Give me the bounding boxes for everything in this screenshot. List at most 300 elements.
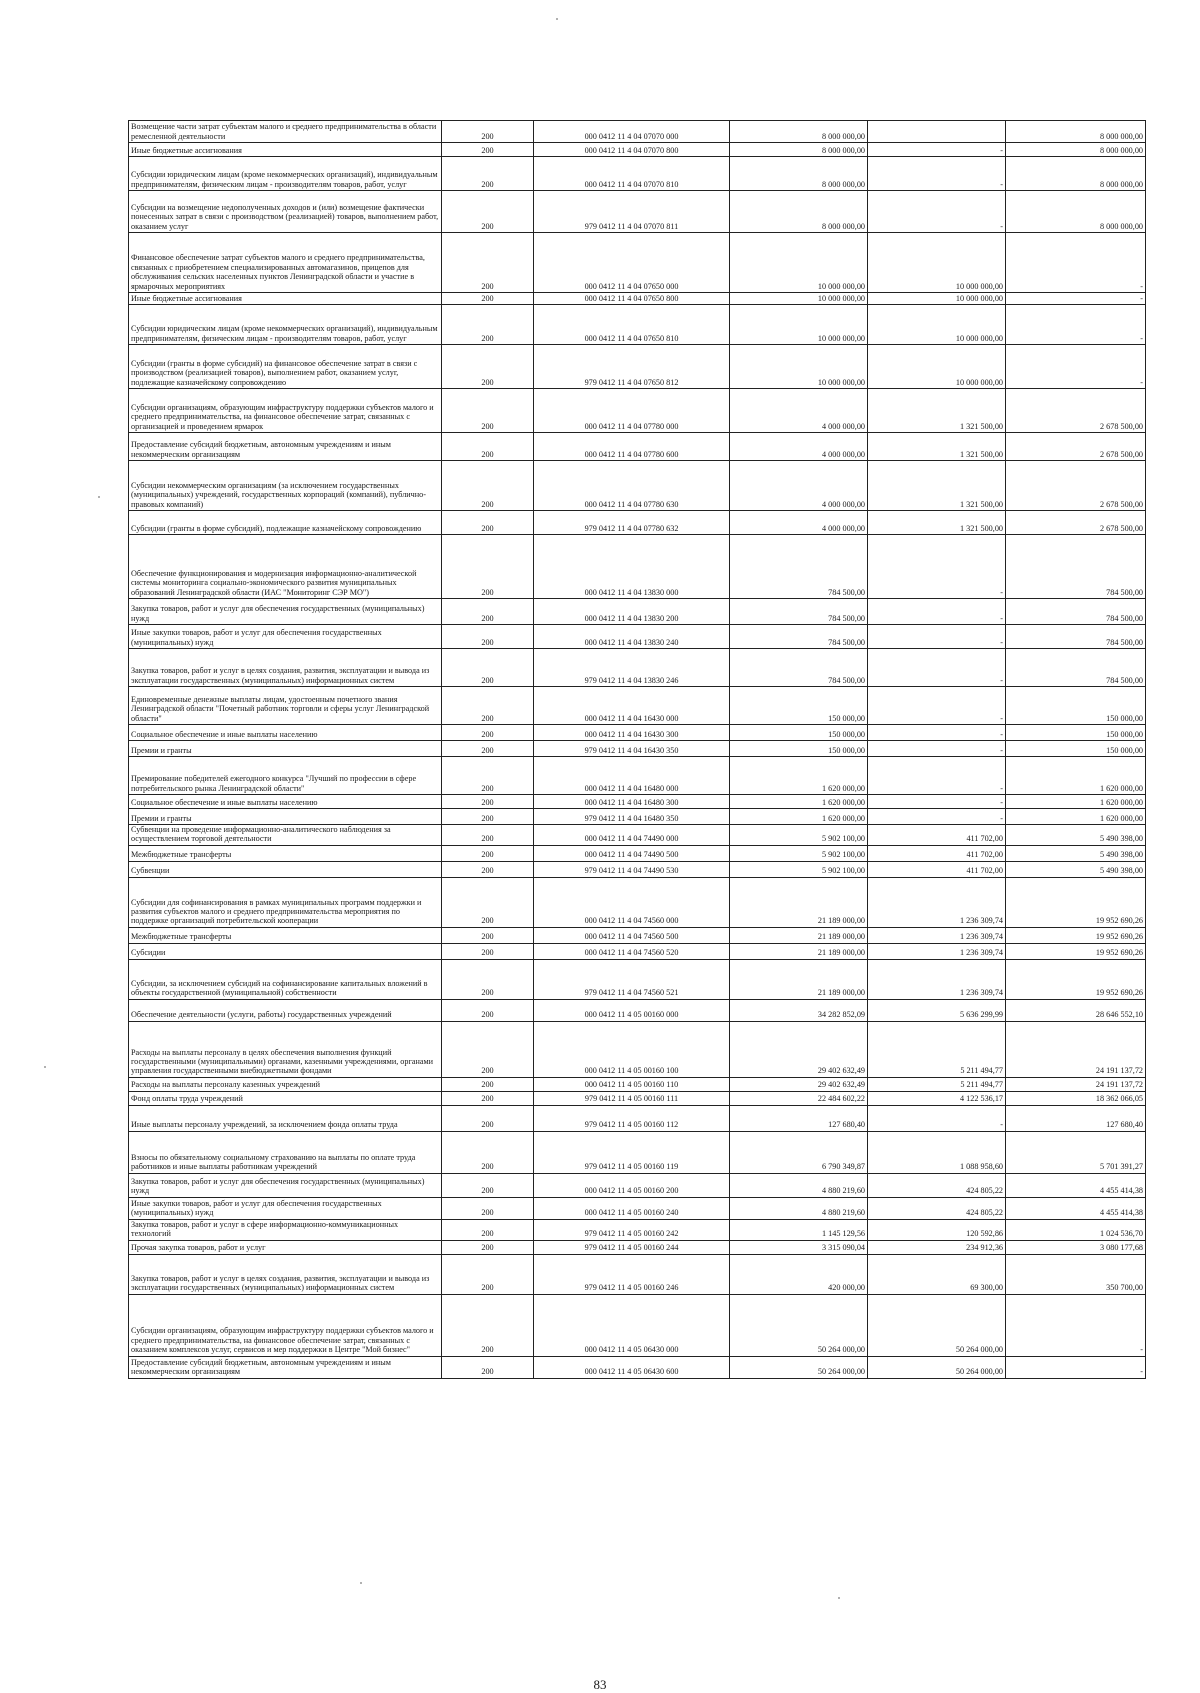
row-approved-amount-cell: 150 000,00 xyxy=(730,725,868,741)
row-unexecuted-amount-cell: 24 191 137,72 xyxy=(1006,1021,1146,1077)
row-unexecuted-amount-cell: 127 680,40 xyxy=(1006,1105,1146,1131)
table-row xyxy=(129,433,1146,461)
row-name-cell: Взносы по обязательному социальному страхованию на выплаты по оплате труда работников и иные выплаты работникам учреждений xyxy=(129,1131,442,1173)
row-unexecuted-amount-cell: 3 080 177,68 xyxy=(1006,1240,1146,1254)
row-executed-amount-cell: - xyxy=(868,143,1006,157)
table-row xyxy=(129,389,1146,433)
row-classification-code-cell: 979 0412 11 4 04 16430 350 xyxy=(534,741,730,757)
row-unexecuted-amount-cell: - xyxy=(1006,345,1146,389)
row-classification-code-cell: 000 0412 11 4 04 07650 810 xyxy=(534,305,730,345)
row-code-cell: 200 xyxy=(442,233,534,293)
row-classification-code-cell: 000 0412 11 4 04 07070 800 xyxy=(534,143,730,157)
row-approved-amount-cell: 8 000 000,00 xyxy=(730,143,868,157)
row-approved-amount-cell: 50 264 000,00 xyxy=(730,1294,868,1356)
row-executed-amount-cell: - xyxy=(868,649,1006,687)
table-row xyxy=(129,1356,1146,1378)
row-approved-amount-cell: 10 000 000,00 xyxy=(730,305,868,345)
row-executed-amount-cell: - xyxy=(868,157,1006,191)
table-row xyxy=(129,1091,1146,1105)
row-name-cell: Закупка товаров, работ и услуг в сфере информационно-коммуникационных технологий xyxy=(129,1219,442,1240)
table-row xyxy=(129,959,1146,999)
row-approved-amount-cell: 5 902 100,00 xyxy=(730,861,868,877)
table-row xyxy=(129,1240,1146,1254)
row-executed-amount-cell: - xyxy=(868,741,1006,757)
row-executed-amount-cell: - xyxy=(868,599,1006,625)
row-approved-amount-cell: 420 000,00 xyxy=(730,1254,868,1294)
row-code-cell: 200 xyxy=(442,725,534,741)
row-name-cell: Межбюджетные трансферты xyxy=(129,927,442,943)
row-name-cell: Субсидии организациям, образующим инфраструктуру поддержки субъектов малого и среднего предпринимательства, на финансовое обеспечение затрат, связанных с оказанием комплексов услуг, сервисов и мер поддержки в Центре "Мой бизнес" xyxy=(129,1294,442,1356)
row-unexecuted-amount-cell: 8 000 000,00 xyxy=(1006,121,1146,143)
row-classification-code-cell: 979 0412 11 4 05 00160 111 xyxy=(534,1091,730,1105)
row-code-cell: 200 xyxy=(442,121,534,143)
row-name-cell: Субсидии на возмещение недополученных доходов и (или) возмещение фактически понесенных затрат в связи с производством (реализацией) товаров, выполнением работ, оказанием услуг xyxy=(129,191,442,233)
row-executed-amount-cell: 5 211 494,77 xyxy=(868,1021,1006,1077)
table-row xyxy=(129,809,1146,825)
table-row xyxy=(129,927,1146,943)
row-unexecuted-amount-cell: 8 000 000,00 xyxy=(1006,191,1146,233)
table-row xyxy=(129,143,1146,157)
table-row xyxy=(129,757,1146,795)
row-approved-amount-cell: 29 402 632,49 xyxy=(730,1021,868,1077)
row-code-cell: 200 xyxy=(442,1091,534,1105)
row-unexecuted-amount-cell: - xyxy=(1006,233,1146,293)
row-classification-code-cell: 000 0412 11 4 04 13830 000 xyxy=(534,535,730,599)
row-code-cell: 200 xyxy=(442,687,534,725)
row-approved-amount-cell: 22 484 602,22 xyxy=(730,1091,868,1105)
table-row xyxy=(129,861,1146,877)
row-executed-amount-cell: 10 000 000,00 xyxy=(868,293,1006,305)
row-classification-code-cell: 979 0412 11 4 05 00160 112 xyxy=(534,1105,730,1131)
row-code-cell: 200 xyxy=(442,345,534,389)
row-unexecuted-amount-cell: 4 455 414,38 xyxy=(1006,1197,1146,1219)
row-unexecuted-amount-cell: 2 678 500,00 xyxy=(1006,511,1146,535)
row-unexecuted-amount-cell: 19 952 690,26 xyxy=(1006,943,1146,959)
row-approved-amount-cell: 3 315 090,04 xyxy=(730,1240,868,1254)
row-unexecuted-amount-cell: 150 000,00 xyxy=(1006,741,1146,757)
table-row xyxy=(129,825,1146,846)
row-classification-code-cell: 000 0412 11 4 04 07070 810 xyxy=(534,157,730,191)
row-executed-amount-cell: 4 122 536,17 xyxy=(868,1091,1006,1105)
row-code-cell: 200 xyxy=(442,927,534,943)
row-unexecuted-amount-cell: - xyxy=(1006,305,1146,345)
row-unexecuted-amount-cell: 1 024 536,70 xyxy=(1006,1219,1146,1240)
row-code-cell: 200 xyxy=(442,1105,534,1131)
row-unexecuted-amount-cell: 350 700,00 xyxy=(1006,1254,1146,1294)
row-approved-amount-cell: 784 500,00 xyxy=(730,649,868,687)
row-unexecuted-amount-cell: 8 000 000,00 xyxy=(1006,143,1146,157)
row-name-cell: Иные закупки товаров, работ и услуг для обеспечения государственных (муниципальных) нужд xyxy=(129,625,442,649)
row-approved-amount-cell: 8 000 000,00 xyxy=(730,121,868,143)
row-code-cell: 200 xyxy=(442,1021,534,1077)
row-classification-code-cell: 979 0412 11 4 05 00160 242 xyxy=(534,1219,730,1240)
row-code-cell: 200 xyxy=(442,1219,534,1240)
row-classification-code-cell: 000 0412 11 4 04 16430 000 xyxy=(534,687,730,725)
row-executed-amount-cell: 50 264 000,00 xyxy=(868,1294,1006,1356)
row-code-cell: 200 xyxy=(442,845,534,861)
row-classification-code-cell: 000 0412 11 4 04 13830 240 xyxy=(534,625,730,649)
row-approved-amount-cell: 5 902 100,00 xyxy=(730,845,868,861)
row-executed-amount-cell: 1 236 309,74 xyxy=(868,959,1006,999)
row-executed-amount-cell: 1 236 309,74 xyxy=(868,943,1006,959)
row-name-cell: Субсидии для софинансирования в рамках муниципальных программ поддержки и развития субъектов малого и среднего предпринимательства мероприятия по поддержке организаций потребительской кооперации xyxy=(129,877,442,927)
row-unexecuted-amount-cell: 2 678 500,00 xyxy=(1006,389,1146,433)
row-unexecuted-amount-cell: 18 362 066,05 xyxy=(1006,1091,1146,1105)
table-row xyxy=(129,233,1146,293)
row-code-cell: 200 xyxy=(442,741,534,757)
row-unexecuted-amount-cell: 2 678 500,00 xyxy=(1006,461,1146,511)
row-code-cell: 200 xyxy=(442,1197,534,1219)
row-name-cell: Расходы на выплаты персоналу в целях обеспечения выполнения функций государственными (муниципальными) органами, казенными учреждениями, органами управления государственными внебюджетными фондами xyxy=(129,1021,442,1077)
row-code-cell: 200 xyxy=(442,625,534,649)
row-unexecuted-amount-cell: 2 678 500,00 xyxy=(1006,433,1146,461)
row-classification-code-cell: 000 0412 11 4 04 74560 000 xyxy=(534,877,730,927)
table-row xyxy=(129,345,1146,389)
row-executed-amount-cell: 411 702,00 xyxy=(868,861,1006,877)
row-executed-amount-cell: 120 592,86 xyxy=(868,1219,1006,1240)
table-row xyxy=(129,725,1146,741)
row-code-cell: 200 xyxy=(442,959,534,999)
row-classification-code-cell: 979 0412 11 4 04 13830 246 xyxy=(534,649,730,687)
row-executed-amount-cell: 1 321 500,00 xyxy=(868,511,1006,535)
row-classification-code-cell: 000 0412 11 4 04 74490 000 xyxy=(534,825,730,846)
row-classification-code-cell: 000 0412 11 4 05 06430 000 xyxy=(534,1294,730,1356)
row-code-cell: 200 xyxy=(442,1294,534,1356)
row-executed-amount-cell: - xyxy=(868,191,1006,233)
row-approved-amount-cell: 50 264 000,00 xyxy=(730,1356,868,1378)
scan-speck xyxy=(556,18,558,20)
row-name-cell: Иные бюджетные ассигнования xyxy=(129,143,442,157)
row-executed-amount-cell: 69 300,00 xyxy=(868,1254,1006,1294)
row-name-cell: Иные бюджетные ассигнования xyxy=(129,293,442,305)
row-approved-amount-cell: 8 000 000,00 xyxy=(730,157,868,191)
row-name-cell: Закупка товаров, работ и услуг в целях создания, развития, эксплуатации и вывода из эксплуатации государственных (муниципальных) информационных систем xyxy=(129,1254,442,1294)
row-approved-amount-cell: 10 000 000,00 xyxy=(730,293,868,305)
row-executed-amount-cell: - xyxy=(868,809,1006,825)
row-name-cell: Субсидии (гранты в форме субсидий) на финансовое обеспечение затрат в связи с производством (реализацией товаров), выполнением работ, оказанием услуг, подлежащие казначейскому сопровождению xyxy=(129,345,442,389)
row-name-cell: Финансовое обеспечение затрат субъектов малого и среднего предпринимательства, связанных с приобретением специализированных автомагазинов, прицепов для обслуживания сельских населенных пунктов Ленинградской области и участие в ярмарочных мероприятиях xyxy=(129,233,442,293)
row-classification-code-cell: 000 0412 11 4 04 74560 520 xyxy=(534,943,730,959)
row-unexecuted-amount-cell: 19 952 690,26 xyxy=(1006,877,1146,927)
row-approved-amount-cell: 784 500,00 xyxy=(730,535,868,599)
row-executed-amount-cell xyxy=(868,121,1006,143)
row-code-cell: 200 xyxy=(442,757,534,795)
row-name-cell: Субсидии организациям, образующим инфраструктуру поддержки субъектов малого и среднего предпринимательства, на финансовое обеспечение затрат, связанных с организацией и проведением ярмарок xyxy=(129,389,442,433)
row-name-cell: Предоставление субсидий бюджетным, автономным учреждениям и иным некоммерческим организациям xyxy=(129,1356,442,1378)
row-approved-amount-cell: 10 000 000,00 xyxy=(730,233,868,293)
row-classification-code-cell: 000 0412 11 4 04 74490 500 xyxy=(534,845,730,861)
row-approved-amount-cell: 4 000 000,00 xyxy=(730,433,868,461)
table-row xyxy=(129,741,1146,757)
row-unexecuted-amount-cell: 19 952 690,26 xyxy=(1006,959,1146,999)
row-classification-code-cell: 000 0412 11 4 04 07780 630 xyxy=(534,461,730,511)
row-code-cell: 200 xyxy=(442,649,534,687)
row-executed-amount-cell: 10 000 000,00 xyxy=(868,305,1006,345)
row-approved-amount-cell: 4 000 000,00 xyxy=(730,461,868,511)
row-code-cell: 200 xyxy=(442,943,534,959)
row-unexecuted-amount-cell: - xyxy=(1006,1356,1146,1378)
row-unexecuted-amount-cell: 5 701 391,27 xyxy=(1006,1131,1146,1173)
table-row xyxy=(129,943,1146,959)
table-row xyxy=(129,1197,1146,1219)
row-code-cell: 200 xyxy=(442,1254,534,1294)
row-name-cell: Социальное обеспечение и иные выплаты населению xyxy=(129,795,442,809)
table-row xyxy=(129,1021,1146,1077)
row-approved-amount-cell: 784 500,00 xyxy=(730,625,868,649)
scan-speck xyxy=(360,1582,362,1584)
row-executed-amount-cell: - xyxy=(868,725,1006,741)
row-name-cell: Иные закупки товаров, работ и услуг для обеспечения государственных (муниципальных) нужд xyxy=(129,1197,442,1219)
row-unexecuted-amount-cell: 150 000,00 xyxy=(1006,725,1146,741)
table-row xyxy=(129,461,1146,511)
row-executed-amount-cell: 1 236 309,74 xyxy=(868,927,1006,943)
row-code-cell: 200 xyxy=(442,1240,534,1254)
row-name-cell: Обеспечение функционирования и модернизация информационно-аналитической системы мониторинга социально-экономического развития муниципальных образований Ленинградской области (ИАС "Мониторинг СЭР МО") xyxy=(129,535,442,599)
row-executed-amount-cell: 5 211 494,77 xyxy=(868,1077,1006,1091)
row-name-cell: Субсидии юридическим лицам (кроме некоммерческих организаций), индивидуальным предпринимателям, физическим лицам - производителям товаров, работ, услуг xyxy=(129,305,442,345)
row-name-cell: Единовременные денежные выплаты лицам, удостоенным почетного звания Ленинградской области "Почетный работник торговли и сферы услуг Ленинградской области" xyxy=(129,687,442,725)
row-code-cell: 200 xyxy=(442,389,534,433)
row-approved-amount-cell: 8 000 000,00 xyxy=(730,191,868,233)
row-name-cell: Субсидии, за исключением субсидий на софинансирование капитальных вложений в объекты государственной (муниципальной) собственности xyxy=(129,959,442,999)
row-unexecuted-amount-cell: 5 490 398,00 xyxy=(1006,845,1146,861)
table-row xyxy=(129,1077,1146,1091)
row-name-cell: Премии и гранты xyxy=(129,741,442,757)
row-approved-amount-cell: 1 620 000,00 xyxy=(730,809,868,825)
row-unexecuted-amount-cell: 784 500,00 xyxy=(1006,649,1146,687)
row-executed-amount-cell: 1 321 500,00 xyxy=(868,433,1006,461)
row-classification-code-cell: 000 0412 11 4 04 16480 300 xyxy=(534,795,730,809)
row-approved-amount-cell: 21 189 000,00 xyxy=(730,943,868,959)
row-name-cell: Субсидии (гранты в форме субсидий), подлежащие казначейскому сопровождению xyxy=(129,511,442,535)
table-row xyxy=(129,157,1146,191)
row-code-cell: 200 xyxy=(442,599,534,625)
row-code-cell: 200 xyxy=(442,191,534,233)
row-classification-code-cell: 000 0412 11 4 04 07070 000 xyxy=(534,121,730,143)
row-classification-code-cell: 979 0412 11 4 04 07780 632 xyxy=(534,511,730,535)
row-executed-amount-cell: - xyxy=(868,535,1006,599)
row-code-cell: 200 xyxy=(442,1131,534,1173)
scan-speck xyxy=(44,1066,46,1068)
table-row xyxy=(129,1173,1146,1197)
row-name-cell: Прочая закупка товаров, работ и услуг xyxy=(129,1240,442,1254)
row-executed-amount-cell: - xyxy=(868,1105,1006,1131)
row-name-cell: Социальное обеспечение и иные выплаты населению xyxy=(129,725,442,741)
row-classification-code-cell: 000 0412 11 4 05 00160 100 xyxy=(534,1021,730,1077)
row-classification-code-cell: 000 0412 11 4 05 00160 200 xyxy=(534,1173,730,1197)
row-code-cell: 200 xyxy=(442,535,534,599)
row-code-cell: 200 xyxy=(442,157,534,191)
row-classification-code-cell: 000 0412 11 4 05 00160 000 xyxy=(534,999,730,1021)
row-classification-code-cell: 000 0412 11 4 05 00160 240 xyxy=(534,1197,730,1219)
row-unexecuted-amount-cell: 150 000,00 xyxy=(1006,687,1146,725)
row-executed-amount-cell: 5 636 299,99 xyxy=(868,999,1006,1021)
row-name-cell: Закупка товаров, работ и услуг для обеспечения государственных (муниципальных) нужд xyxy=(129,599,442,625)
row-name-cell: Субсидии xyxy=(129,943,442,959)
budget-execution-table xyxy=(128,120,1146,1379)
row-approved-amount-cell: 10 000 000,00 xyxy=(730,345,868,389)
row-unexecuted-amount-cell: 24 191 137,72 xyxy=(1006,1077,1146,1091)
row-executed-amount-cell: - xyxy=(868,757,1006,795)
row-code-cell: 200 xyxy=(442,877,534,927)
row-approved-amount-cell: 4 000 000,00 xyxy=(730,389,868,433)
row-code-cell: 200 xyxy=(442,461,534,511)
row-classification-code-cell: 000 0412 11 4 04 07650 800 xyxy=(534,293,730,305)
row-executed-amount-cell: 424 805,22 xyxy=(868,1197,1006,1219)
table-row xyxy=(129,1131,1146,1173)
table-row xyxy=(129,625,1146,649)
row-code-cell: 200 xyxy=(442,999,534,1021)
row-executed-amount-cell: - xyxy=(868,687,1006,725)
table-row xyxy=(129,305,1146,345)
row-unexecuted-amount-cell: 1 620 000,00 xyxy=(1006,757,1146,795)
row-executed-amount-cell: 411 702,00 xyxy=(868,825,1006,846)
row-executed-amount-cell: 1 321 500,00 xyxy=(868,389,1006,433)
table-body xyxy=(129,121,1146,1379)
table-row xyxy=(129,795,1146,809)
row-code-cell: 200 xyxy=(442,511,534,535)
row-code-cell: 200 xyxy=(442,1077,534,1091)
row-approved-amount-cell: 6 790 349,87 xyxy=(730,1131,868,1173)
row-classification-code-cell: 000 0412 11 4 04 07650 000 xyxy=(534,233,730,293)
scan-speck xyxy=(98,496,100,498)
row-name-cell: Закупка товаров, работ и услуг в целях создания, развития, эксплуатации и вывода из эксплуатации государственных (муниципальных) информационных систем xyxy=(129,649,442,687)
row-executed-amount-cell: 10 000 000,00 xyxy=(868,345,1006,389)
table-row xyxy=(129,511,1146,535)
row-code-cell: 200 xyxy=(442,293,534,305)
row-name-cell: Субвенции на проведение информационно-аналитического наблюдения за осуществлением торговой деятельности xyxy=(129,825,442,846)
row-unexecuted-amount-cell: 784 500,00 xyxy=(1006,625,1146,649)
row-approved-amount-cell: 34 282 852,09 xyxy=(730,999,868,1021)
row-executed-amount-cell: - xyxy=(868,625,1006,649)
row-classification-code-cell: 979 0412 11 4 04 74560 521 xyxy=(534,959,730,999)
row-unexecuted-amount-cell: 8 000 000,00 xyxy=(1006,157,1146,191)
table-row xyxy=(129,293,1146,305)
row-executed-amount-cell: 1 236 309,74 xyxy=(868,877,1006,927)
row-code-cell: 200 xyxy=(442,1356,534,1378)
table-row xyxy=(129,599,1146,625)
row-name-cell: Субвенции xyxy=(129,861,442,877)
row-classification-code-cell: 979 0412 11 4 04 74490 530 xyxy=(534,861,730,877)
row-approved-amount-cell: 1 620 000,00 xyxy=(730,757,868,795)
row-classification-code-cell: 000 0412 11 4 04 07780 000 xyxy=(534,389,730,433)
row-code-cell: 200 xyxy=(442,305,534,345)
row-name-cell: Закупка товаров, работ и услуг для обеспечения государственных (муниципальных) нужд xyxy=(129,1173,442,1197)
row-unexecuted-amount-cell: 1 620 000,00 xyxy=(1006,795,1146,809)
row-code-cell: 200 xyxy=(442,825,534,846)
table-row xyxy=(129,1105,1146,1131)
row-name-cell: Премии и гранты xyxy=(129,809,442,825)
row-name-cell: Субсидии некоммерческим организациям (за исключением государственных (муниципальных) учреждений, государственных корпораций (компаний), публично-правовых компаний) xyxy=(129,461,442,511)
row-classification-code-cell: 979 0412 11 4 04 07650 812 xyxy=(534,345,730,389)
row-name-cell: Расходы на выплаты персоналу казенных учреждений xyxy=(129,1077,442,1091)
row-name-cell: Премирование победителей ежегодного конкурса "Лучший по профессии в сфере потребительского рынка Ленинградской области" xyxy=(129,757,442,795)
row-approved-amount-cell: 127 680,40 xyxy=(730,1105,868,1131)
row-unexecuted-amount-cell: 1 620 000,00 xyxy=(1006,809,1146,825)
row-name-cell: Обеспечение деятельности (услуги, работы) государственных учреждений xyxy=(129,999,442,1021)
row-classification-code-cell: 000 0412 11 4 04 74560 500 xyxy=(534,927,730,943)
row-name-cell: Фонд оплаты труда учреждений xyxy=(129,1091,442,1105)
table-row xyxy=(129,121,1146,143)
row-classification-code-cell: 000 0412 11 4 05 00160 110 xyxy=(534,1077,730,1091)
table-row xyxy=(129,877,1146,927)
row-name-cell: Предоставление субсидий бюджетным, автономным учреждениям и иным некоммерческим организациям xyxy=(129,433,442,461)
row-approved-amount-cell: 4 000 000,00 xyxy=(730,511,868,535)
row-approved-amount-cell: 4 880 219,60 xyxy=(730,1197,868,1219)
row-approved-amount-cell: 4 880 219,60 xyxy=(730,1173,868,1197)
row-name-cell: Иные выплаты персоналу учреждений, за исключением фонда оплаты труда xyxy=(129,1105,442,1131)
row-unexecuted-amount-cell: 784 500,00 xyxy=(1006,599,1146,625)
row-unexecuted-amount-cell: - xyxy=(1006,1294,1146,1356)
row-executed-amount-cell: 50 264 000,00 xyxy=(868,1356,1006,1378)
table-row xyxy=(129,191,1146,233)
row-approved-amount-cell: 1 145 129,56 xyxy=(730,1219,868,1240)
row-name-cell: Возмещение части затрат субъектам малого и среднего предпринимательства в области ремесленной деятельности xyxy=(129,121,442,143)
row-unexecuted-amount-cell: - xyxy=(1006,293,1146,305)
row-approved-amount-cell: 150 000,00 xyxy=(730,687,868,725)
row-classification-code-cell: 000 0412 11 4 04 16480 000 xyxy=(534,757,730,795)
row-code-cell: 200 xyxy=(442,143,534,157)
row-executed-amount-cell: 1 321 500,00 xyxy=(868,461,1006,511)
row-unexecuted-amount-cell: 4 455 414,38 xyxy=(1006,1173,1146,1197)
row-code-cell: 200 xyxy=(442,433,534,461)
row-approved-amount-cell: 21 189 000,00 xyxy=(730,877,868,927)
row-executed-amount-cell: 411 702,00 xyxy=(868,845,1006,861)
table-row xyxy=(129,1294,1146,1356)
table-row xyxy=(129,999,1146,1021)
table-row xyxy=(129,535,1146,599)
row-classification-code-cell: 000 0412 11 4 04 13830 200 xyxy=(534,599,730,625)
row-classification-code-cell: 979 0412 11 4 04 07070 811 xyxy=(534,191,730,233)
row-unexecuted-amount-cell: 19 952 690,26 xyxy=(1006,927,1146,943)
row-executed-amount-cell: 234 912,36 xyxy=(868,1240,1006,1254)
row-classification-code-cell: 000 0412 11 4 05 06430 600 xyxy=(534,1356,730,1378)
row-unexecuted-amount-cell: 784 500,00 xyxy=(1006,535,1146,599)
row-executed-amount-cell: 1 088 958,60 xyxy=(868,1131,1006,1173)
row-code-cell: 200 xyxy=(442,861,534,877)
row-unexecuted-amount-cell: 5 490 398,00 xyxy=(1006,861,1146,877)
row-unexecuted-amount-cell: 28 646 552,10 xyxy=(1006,999,1146,1021)
row-unexecuted-amount-cell: 5 490 398,00 xyxy=(1006,825,1146,846)
row-approved-amount-cell: 5 902 100,00 xyxy=(730,825,868,846)
row-name-cell: Субсидии юридическим лицам (кроме некоммерческих организаций), индивидуальным предпринимателям, физическим лицам - производителям товаров, работ, услуг xyxy=(129,157,442,191)
row-classification-code-cell: 979 0412 11 4 05 00160 244 xyxy=(534,1240,730,1254)
row-executed-amount-cell: 424 805,22 xyxy=(868,1173,1006,1197)
row-classification-code-cell: 979 0412 11 4 05 00160 246 xyxy=(534,1254,730,1294)
row-executed-amount-cell: - xyxy=(868,795,1006,809)
row-classification-code-cell: 979 0412 11 4 05 00160 119 xyxy=(534,1131,730,1173)
page-number: 83 xyxy=(593,1677,607,1692)
row-approved-amount-cell: 150 000,00 xyxy=(730,741,868,757)
scan-speck xyxy=(838,1597,840,1599)
row-approved-amount-cell: 1 620 000,00 xyxy=(730,795,868,809)
table-row xyxy=(129,845,1146,861)
table-row xyxy=(129,1254,1146,1294)
row-code-cell: 200 xyxy=(442,795,534,809)
row-code-cell: 200 xyxy=(442,1173,534,1197)
row-approved-amount-cell: 29 402 632,49 xyxy=(730,1077,868,1091)
row-classification-code-cell: 000 0412 11 4 04 16430 300 xyxy=(534,725,730,741)
table-row xyxy=(129,687,1146,725)
row-approved-amount-cell: 784 500,00 xyxy=(730,599,868,625)
row-name-cell: Межбюджетные трансферты xyxy=(129,845,442,861)
row-code-cell: 200 xyxy=(442,809,534,825)
row-classification-code-cell: 979 0412 11 4 04 16480 350 xyxy=(534,809,730,825)
row-classification-code-cell: 000 0412 11 4 04 07780 600 xyxy=(534,433,730,461)
table-row xyxy=(129,1219,1146,1240)
table-row xyxy=(129,649,1146,687)
row-executed-amount-cell: 10 000 000,00 xyxy=(868,233,1006,293)
